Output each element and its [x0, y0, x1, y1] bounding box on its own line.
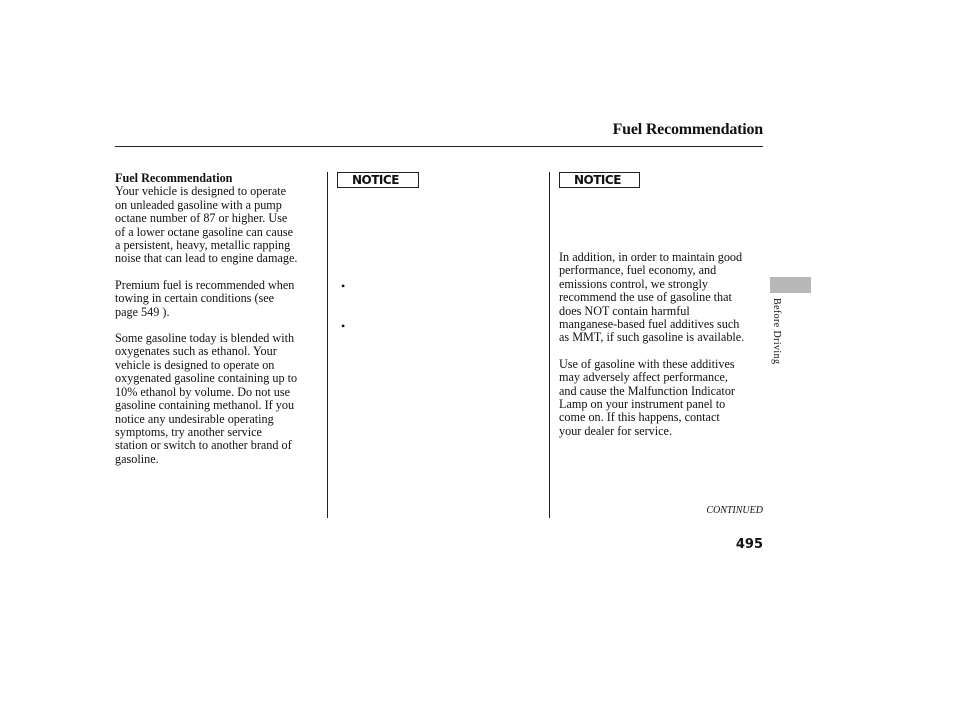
column-divider-left — [327, 172, 328, 518]
notice-label-middle: NOTICE — [337, 172, 419, 188]
bullet-point: • — [341, 319, 346, 333]
column-divider-right — [549, 172, 550, 518]
bullet-point: • — [341, 279, 346, 293]
section-heading: Fuel Recommendation — [115, 171, 233, 185]
paragraph-premium: Premium fuel is recommended when towing in certain conditions (see page 549 ). — [115, 277, 295, 319]
notice-label-right: NOTICE — [559, 172, 640, 188]
paragraph-oxygenates: Some gasoline today is blended with oxygenates such as ethanol. Your vehicle is designed to operate on oxygenated gasoline containing up to 10% ethanol by volume. Do not use gasoline containing methanol. If you notice any undesirable operating symptoms, try another service station or switch to another brand of gasoline. — [115, 331, 298, 466]
page-header-title: Fuel Recommendation — [612, 121, 763, 138]
right-column — [559, 251, 769, 451]
paragraph-malfunction: Use of gasoline with these additives may adversely affect performance, and cause the Malfunction Indicator Lamp on your instrument panel to come on. If this happens, contact your dealer for service. — [559, 356, 735, 438]
left-column — [115, 172, 325, 479]
section-tab — [770, 277, 811, 293]
header-rule — [115, 146, 763, 147]
section-tab-label: Before Driving — [771, 298, 782, 365]
paragraph-additives: In addition, in order to maintain good performance, fuel economy, and emissions control, we strongly recommend the use of gasoline that does NOT contain harmful manganese-based fuel additives such as MMT, if such gasoline is available. — [559, 250, 745, 345]
paragraph-octane: Your vehicle is designed to operate on unleaded gasoline with a pump octane number of 87 or higher. Use of a lower octane gasoline can cause a persistent, heavy, metallic rapping noise that can lead to engine damage. — [115, 184, 298, 266]
continued-label: CONTINUED — [706, 505, 763, 516]
page-number: 495 — [735, 537, 763, 552]
